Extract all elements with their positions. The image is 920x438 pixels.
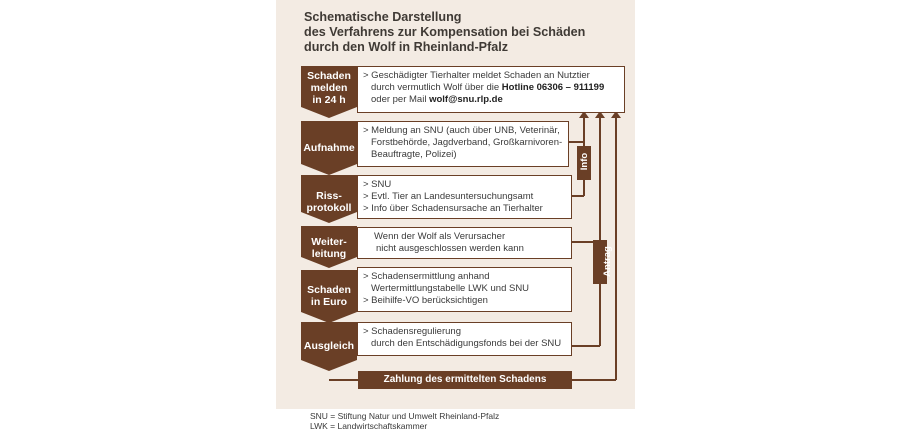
step-box-report [357, 66, 625, 113]
step-label-protocol: Riss- protokoll [306, 190, 352, 214]
antrag-label: Antrag [601, 246, 613, 277]
legend-line: LWK = Landwirtschaftskammer [310, 421, 428, 431]
step-box-forwarding [357, 227, 572, 259]
step-label-intake: Aufnahme [303, 142, 355, 154]
payment-bar: Zahlung des ermittelten Schadens [358, 371, 572, 389]
info-label: Info [579, 152, 591, 171]
box-text: > Schadensregulierung [363, 326, 461, 337]
title-line: des Verfahrens zur Kompensation bei Schäden [304, 25, 586, 39]
box-text: oder per Mail [371, 94, 430, 105]
step-label-valuation: Schaden in Euro [307, 284, 351, 308]
box-text: > Meldung an SNU (auch über UNB, Veterinär, [363, 125, 560, 136]
box-text: durch den Entschädigungsfonds bei der SNU [371, 338, 562, 349]
step-box-compensation [357, 322, 572, 356]
box-text: > Info über Schadensursache an Tierhalter [363, 203, 543, 214]
box-text: > Schadensermittlung anhand [363, 271, 490, 282]
legend-line: SNU = Stiftung Natur und Umwelt Rheinland-Pfalz [310, 411, 500, 421]
step-label-report: Schaden melden in 24 h [307, 70, 351, 106]
box-text: Wenn der Wolf als Verursacher [374, 231, 506, 242]
box-text: > SNU [363, 179, 392, 190]
title-line: Schematische Darstellung [304, 10, 462, 24]
title-line: durch den Wolf in Rheinland-Pfalz [304, 40, 509, 54]
abbreviation-legend [310, 411, 499, 431]
hotline-number: Hotline 06306 – 911199 [501, 82, 605, 93]
box-text: Beauftragte, Polizei) [371, 149, 457, 160]
box-text: > Beihilfe-VO berücksichtigen [363, 295, 488, 306]
box-text: > Geschädigter Tierhalter meldet Schaden an Nutztier [363, 70, 590, 81]
contact-email: wolf@snu.rlp.de [429, 94, 503, 105]
box-text: durch vermutlich Wolf über die [371, 82, 502, 93]
box-text: nicht ausgeschlossen werden kann [376, 243, 524, 254]
box-text: > Evtl. Tier an Landesuntersuchungsamt [363, 191, 534, 202]
step-box-intake [357, 121, 569, 167]
step-box-valuation [357, 267, 572, 312]
step-label-compensation: Ausgleich [303, 340, 355, 352]
box-text: Wertermittlungstabelle LWK und SNU [371, 283, 530, 294]
step-label-forwarding: Weiter- leitung [311, 236, 347, 260]
step-box-protocol [357, 175, 572, 219]
box-text: Forstbehörde, Jagdverband, Großkarnivoren- [371, 137, 563, 148]
